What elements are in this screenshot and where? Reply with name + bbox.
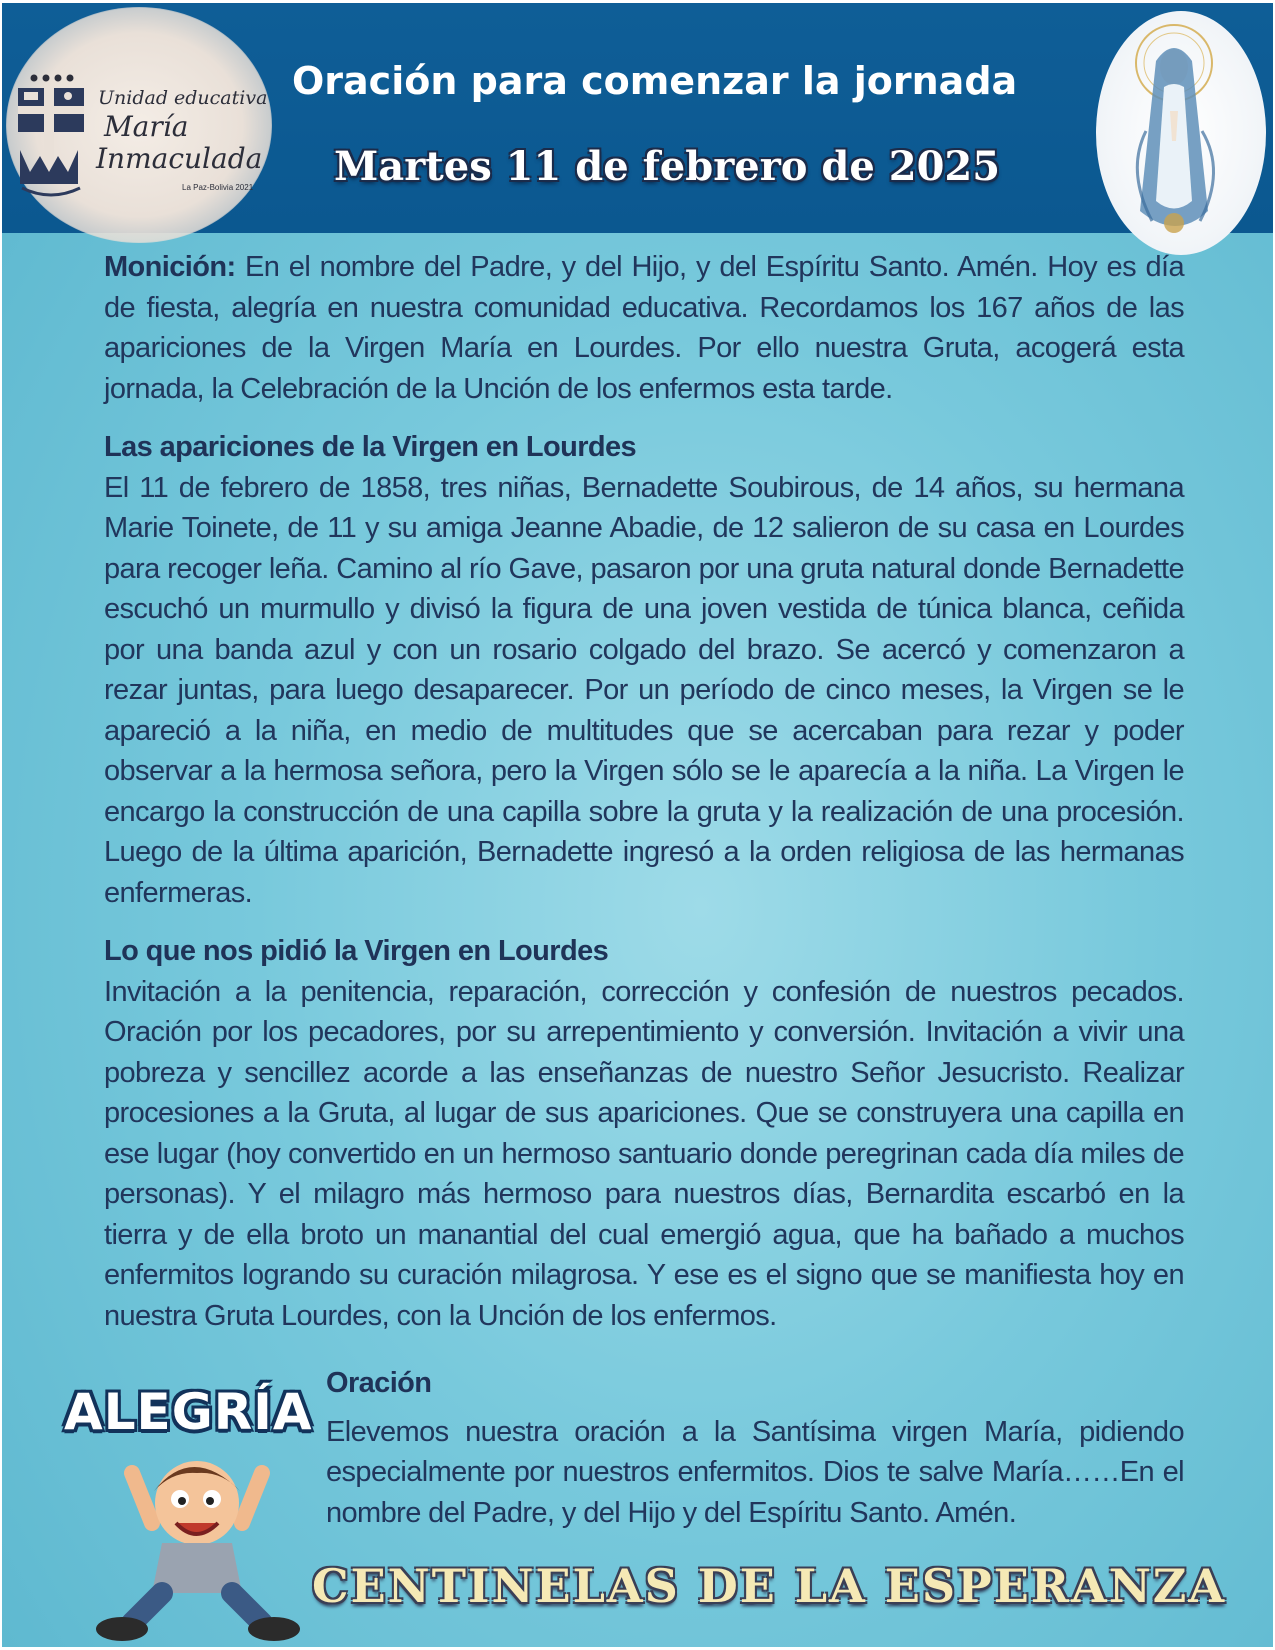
monicion-label: Monición: [104,251,236,283]
page-date: Martes 11 de febrero de 2025 [334,143,1001,190]
cartoon-boy-icon [92,1433,312,1643]
school-crest-icon [16,72,86,202]
logo-line-3: Inmaculada [96,142,263,175]
apariciones-text: El 11 de febrero de 1858, tres niñas, Bernadette Soubirous, de 14 años, su hermana Marie Toinete, de 11 y su amiga Jeanne Abadie, de 12 salieron de su casa en Lourdes para recoger leña. Camino al río Gave, pasaron por una gruta natural donde Bernadette escuchó un murmullo y divisó la figura de una joven vestida de túnica blanca, ceñida por una banda azul y con un rosario colgado del brazo. Se acercó y comenzaron a rezar juntas, para luego desaparecer. Por un período de cinco meses, la Virgen se le apareció a la niña, en medio de multitudes que se acercaban para rezar y poder observar a la hermosa señora, pero la Virgen sólo se le aparecía a la niña. La Virgen le encargo la construcción de una capilla sobre la gruta y la realización de una procesión. Luego de la última aparición, Bernadette ingresó a la orden religiosa de las hermanas enfermeras. [104,471,1184,909]
virgin-mary-icon [1096,11,1266,255]
header-banner [2,3,1273,233]
pidio-heading: Lo que nos pidió la Virgen en Lourdes [104,935,609,967]
apariciones-heading: Las apariciones de la Virgen en Lourdes [104,431,637,463]
oracion-heading: Oración [326,1367,432,1399]
page-title: Oración para comenzar la jornada [292,59,1018,103]
page [2,3,1273,1647]
monicion-text: En el nombre del Padre, y del Hijo, y del Espíritu Santo. Amén. Hoy es día de fiesta, alegría en nuestra comunidad educativa. Recordamos los 167 años de las apariciones de la Virgen María en Lourdes. Por ello nuestra Gruta, acogerá esta jornada, la Celebración de la Unción de los enfermos esta tarde. [104,251,1184,405]
oracion-text: Elevemos nuestra oración a la Santísima virgen María, pidiendo especialmente por nuestros enfermitos. Dios te salve María……En el nombre del Padre, y del Hijo y del Espíritu Santo. Amén. [326,1415,1184,1529]
monicion-paragraph [104,247,1184,409]
alegria-title: ALEGRÍA [64,1383,313,1441]
virgin-mary-image [1096,11,1266,255]
school-logo [6,7,272,243]
prayer-section [326,1363,1184,1533]
slogan-banner: CENTINELAS DE LA ESPERANZA [312,1559,1227,1613]
pidio-text: Invitación a la penitencia, reparación, corrección y confesión de nuestros pecados. Oración por los pecadores, por su arrepentimiento y conversión. Invitación a vivir una pobreza y sencillez acorde a las enseñanzas de nuestro Señor Jesucristo. Realizar procesiones a la Gruta, al lugar de sus apariciones. Que se construyera una capilla en ese lugar (hoy convertido en un hermoso santuario donde peregrinan cada día miles de personas). Y el milagro más hermoso para nuestros días, Bernardita escarbó en la tierra y de ella broto un manantial del cual emergió agua, que ha bañado a muchos enfermitos logrando su curación milagrosa. Y ese es el signo que se manifiesta hoy en nuestra Gruta Lourdes, con la Unción de los enfermos. [104,975,1184,1332]
logo-line-1: Unidad educativa [98,87,268,109]
document-body [104,247,1184,1336]
logo-line-2: María [104,110,189,143]
logo-line-4: La Paz-Bolivia 2021 [182,183,254,192]
